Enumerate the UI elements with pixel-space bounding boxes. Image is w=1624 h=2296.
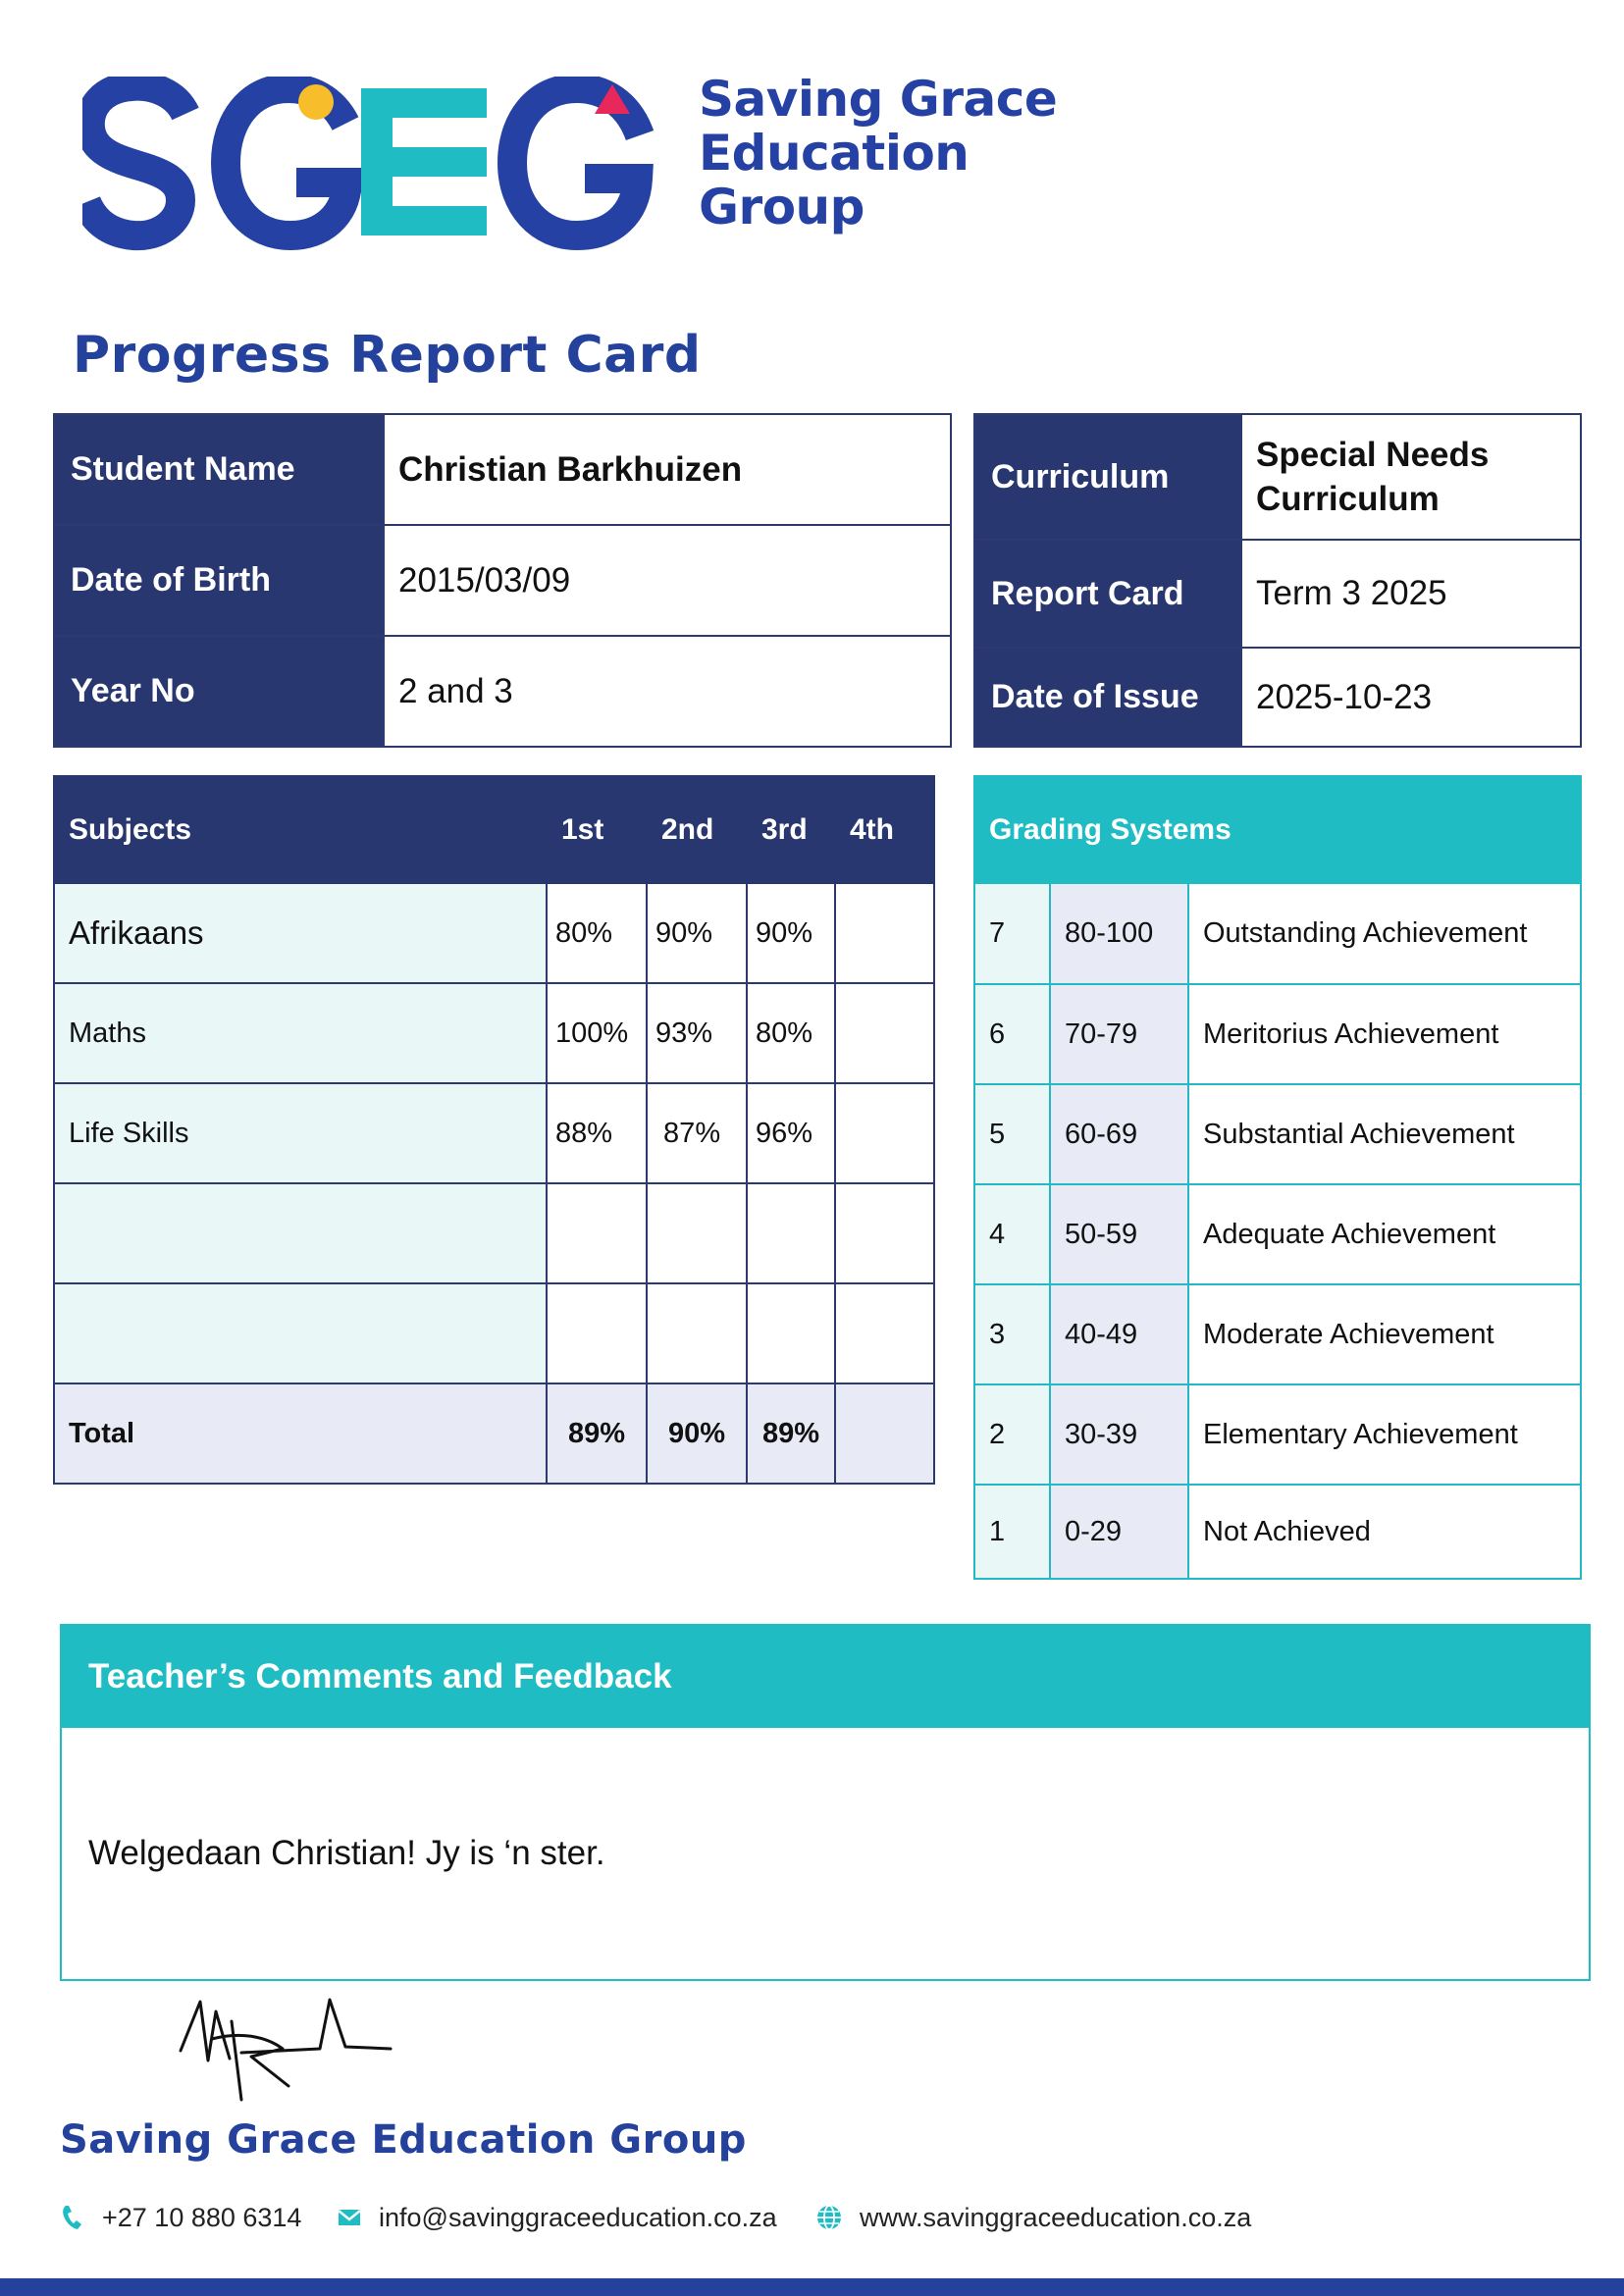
- grade-description: Adequate Achievement: [1188, 1184, 1581, 1284]
- column-header: 3rd: [747, 776, 835, 883]
- grade-level: 7: [974, 883, 1050, 984]
- total-row: [54, 1383, 934, 1484]
- column-header: Subjects: [54, 776, 547, 883]
- table-row: [54, 414, 951, 525]
- term-score: [647, 1183, 747, 1283]
- dob-label: Date of Birth: [54, 525, 384, 636]
- phone-icon: [61, 2204, 84, 2231]
- issue-date-value: 2025-10-23: [1241, 648, 1581, 747]
- term-score: 90%: [647, 883, 747, 983]
- grade-range: 60-69: [1050, 1084, 1188, 1184]
- grade-range: 50-59: [1050, 1184, 1188, 1284]
- grade-description: Elementary Achievement: [1188, 1384, 1581, 1485]
- phone-contact[interactable]: [61, 2198, 301, 2237]
- grade-range: 0-29: [1050, 1485, 1188, 1579]
- table-row: [974, 540, 1581, 648]
- table-row: [974, 984, 1581, 1084]
- table-row: [974, 1485, 1581, 1579]
- table-row: [974, 1184, 1581, 1284]
- grade-range: 80-100: [1050, 883, 1188, 984]
- term-score: [835, 1183, 934, 1283]
- grade-description: Substantial Achievement: [1188, 1084, 1581, 1184]
- term-score: [835, 1283, 934, 1383]
- footer-org-name: Saving Grace Education Group: [60, 2117, 747, 2163]
- grade-description: Meritorius Achievement: [1188, 984, 1581, 1084]
- sgeg-logo-mark: [82, 77, 671, 253]
- website-contact[interactable]: [816, 2198, 1251, 2237]
- table-row: [974, 883, 1581, 984]
- term-score: 93%: [647, 983, 747, 1083]
- table-row: [974, 648, 1581, 747]
- grade-level: 6: [974, 984, 1050, 1084]
- term-score: [835, 983, 934, 1083]
- subject-name: [54, 1183, 547, 1283]
- table-row: [974, 1384, 1581, 1485]
- term-score: [835, 883, 934, 983]
- email-contact[interactable]: [338, 2198, 777, 2237]
- grade-range: 40-49: [1050, 1284, 1188, 1384]
- brand-name: [699, 73, 1091, 235]
- teacher-signature: [173, 1992, 398, 2110]
- bottom-bar: [0, 2278, 1624, 2296]
- signature-drawing: [173, 1992, 398, 2110]
- comments-text: Welgedaan Christian! Jy is ‘n ster.: [88, 1834, 605, 1872]
- table-row: [54, 525, 951, 636]
- student-name-value: Christian Barkhuizen: [384, 414, 951, 525]
- term-score: 100%: [547, 983, 647, 1083]
- term-score: [747, 1283, 835, 1383]
- table-header-row: [54, 776, 934, 883]
- grade-description: Not Achieved: [1188, 1485, 1581, 1579]
- dob-value: 2015/03/09: [384, 525, 951, 636]
- email-address: info@savinggraceeducation.co.za: [379, 2202, 777, 2232]
- student-info-table: [53, 413, 952, 748]
- brand-name-line: Saving Grace: [699, 71, 1058, 128]
- brand-name-line: Group: [699, 179, 864, 235]
- table-row: [54, 983, 934, 1083]
- total-score: 89%: [547, 1383, 647, 1484]
- grade-level: 1: [974, 1485, 1050, 1579]
- globe-icon: [816, 2205, 842, 2230]
- table-row: [54, 1083, 934, 1183]
- comments-title: Teacher’s Comments and Feedback: [62, 1626, 1589, 1728]
- year-value: 2 and 3: [384, 636, 951, 747]
- term-score: 87%: [647, 1083, 747, 1183]
- report-info-table: [973, 413, 1582, 748]
- phone-number: +27 10 880 6314: [102, 2202, 302, 2232]
- email-icon: [338, 2208, 361, 2227]
- subject-name: Maths: [54, 983, 547, 1083]
- year-label: Year No: [54, 636, 384, 747]
- table-row: [974, 414, 1581, 540]
- curriculum-value: Special Needs Curriculum: [1241, 414, 1581, 540]
- term-score: [747, 1183, 835, 1283]
- total-label: Total: [54, 1383, 547, 1484]
- teacher-comments-box: [60, 1624, 1591, 1981]
- table-row: [54, 636, 951, 747]
- grading-table: [973, 775, 1582, 1580]
- website-url: www.savinggraceeducation.co.za: [860, 2202, 1252, 2232]
- total-score: 90%: [647, 1383, 747, 1484]
- table-row: [54, 1183, 934, 1283]
- subject-name: Life Skills: [54, 1083, 547, 1183]
- grade-level: 3: [974, 1284, 1050, 1384]
- curriculum-label: Curriculum: [974, 414, 1241, 540]
- term-score: [647, 1283, 747, 1383]
- grade-description: Moderate Achievement: [1188, 1284, 1581, 1384]
- term-score: [835, 1083, 934, 1183]
- table-row: [54, 883, 934, 983]
- subjects-table: [53, 775, 935, 1485]
- grade-level: 5: [974, 1084, 1050, 1184]
- report-card-value: Term 3 2025: [1241, 540, 1581, 648]
- report-card-label: Report Card: [974, 540, 1241, 648]
- term-score: [547, 1183, 647, 1283]
- page-title: Progress Report Card: [73, 326, 702, 385]
- term-score: 90%: [747, 883, 835, 983]
- total-score: 89%: [747, 1383, 835, 1484]
- term-score: 80%: [547, 883, 647, 983]
- term-score: 80%: [747, 983, 835, 1083]
- brand-name-line: Education: [699, 125, 969, 182]
- grade-description: Outstanding Achievement: [1188, 883, 1581, 984]
- term-score: 96%: [747, 1083, 835, 1183]
- table-row: [54, 1283, 934, 1383]
- table-row: [974, 1084, 1581, 1184]
- column-header: 2nd: [647, 776, 747, 883]
- issue-date-label: Date of Issue: [974, 648, 1241, 747]
- grade-level: 2: [974, 1384, 1050, 1485]
- table-row: [974, 1284, 1581, 1384]
- subject-name: [54, 1283, 547, 1383]
- grade-range: 70-79: [1050, 984, 1188, 1084]
- grading-title: Grading Systems: [974, 776, 1581, 883]
- column-header: 4th: [835, 776, 934, 883]
- grade-level: 4: [974, 1184, 1050, 1284]
- column-header: 1st: [547, 776, 647, 883]
- subject-name: Afrikaans: [54, 883, 547, 983]
- total-score: [835, 1383, 934, 1484]
- term-score: [547, 1283, 647, 1383]
- grade-range: 30-39: [1050, 1384, 1188, 1485]
- student-name-label: Student Name: [54, 414, 384, 525]
- table-header-row: [974, 776, 1581, 883]
- term-score: 88%: [547, 1083, 647, 1183]
